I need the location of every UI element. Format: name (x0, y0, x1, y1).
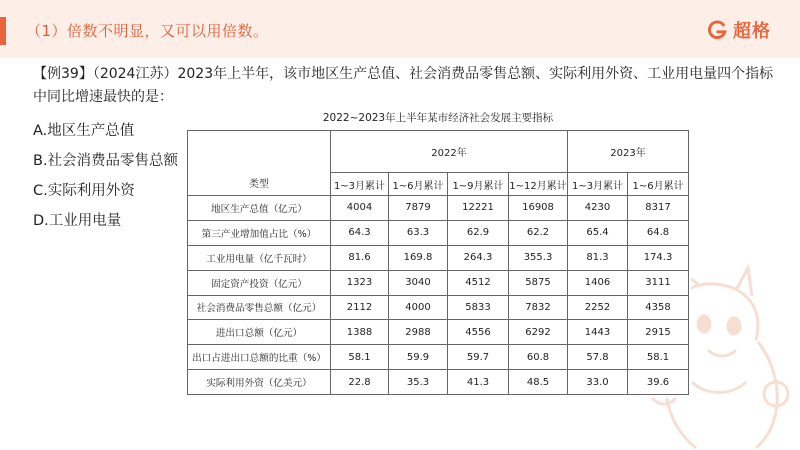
data-table-card (185, 106, 691, 398)
table-cell: 33.0 (568, 370, 628, 395)
table-row (188, 370, 689, 395)
brand-logo-icon (706, 19, 728, 41)
question-text: 2023年上半年，该市地区生产总值、社会消费品零售总额、实际利用外资、工业用电量四个指标中同比增速最快的是： (33, 66, 774, 105)
table-cell: 65.4 (568, 220, 628, 245)
table-cell: 12221 (448, 196, 509, 221)
table-cell: 64.8 (628, 220, 689, 245)
table-cell: 1323 (331, 270, 389, 295)
table-cell: 6292 (509, 320, 568, 345)
option-b[interactable]: B.社会消费品零售总额 (33, 153, 179, 169)
table-cell: 2112 (331, 295, 389, 320)
table-cell: 2915 (628, 320, 689, 345)
period-header: 1~6月累计 (628, 173, 689, 196)
brand-logo-text: 超格 (733, 21, 771, 42)
option-a[interactable]: A.地区生产总值 (33, 123, 135, 139)
row-label: 实际利用外资（亿美元） (188, 370, 331, 395)
table-row (188, 345, 689, 370)
table-cell: 60.8 (509, 345, 568, 370)
row-label: 固定资产投资（亿元） (188, 270, 331, 295)
table-caption: 2022~2023年上半年某市经济社会发展主要指标 (322, 112, 554, 124)
table-cell: 7832 (509, 295, 568, 320)
table-cell: 64.3 (331, 220, 389, 245)
row-label: 地区生产总值（亿元） (188, 196, 331, 221)
table-cell: 5875 (509, 270, 568, 295)
table-cell: 1388 (331, 320, 389, 345)
year-header-2022: 2022年 (331, 131, 568, 173)
period-header: 1~9月累计 (448, 173, 509, 196)
table-row (188, 245, 689, 270)
period-header: 1~3月累计 (331, 173, 389, 196)
table-cell: 48.5 (509, 370, 568, 395)
table-cell: 4230 (568, 196, 628, 221)
table-cell: 5833 (448, 295, 509, 320)
option-d[interactable]: D.工业用电量 (33, 213, 122, 229)
table-cell: 169.8 (389, 245, 448, 270)
row-label: 出口占进出口总额的比重（%） (188, 345, 331, 370)
table-cell: 1443 (568, 320, 628, 345)
table-cell: 58.1 (331, 345, 389, 370)
table-cell: 264.3 (448, 245, 509, 270)
row-label: 工业用电量（亿千瓦时） (188, 245, 331, 270)
table-row (188, 270, 689, 295)
table-cell: 59.7 (448, 345, 509, 370)
table-cell: 16908 (509, 196, 568, 221)
year-header-2023: 2023年 (568, 131, 689, 173)
row-label: 进出口总额（亿元） (188, 320, 331, 345)
question-tag: 【例39】 (33, 66, 93, 82)
brand-logo (706, 16, 771, 44)
table-cell: 81.6 (331, 245, 389, 270)
table-cell: 41.3 (448, 370, 509, 395)
table-cell: 3111 (628, 270, 689, 295)
table-cell: 355.3 (509, 245, 568, 270)
table-row (188, 196, 689, 221)
page-title: （1）倍数不明显，又可以用倍数。 (26, 22, 269, 40)
table-cell: 1406 (568, 270, 628, 295)
option-c[interactable]: C.实际利用外资 (33, 183, 135, 199)
table-cell: 35.3 (389, 370, 448, 395)
table-header-row (188, 131, 689, 173)
period-header: 1~6月累计 (389, 173, 448, 196)
table-cell: 4004 (331, 196, 389, 221)
table-cell: 59.9 (389, 345, 448, 370)
table-cell: 2252 (568, 295, 628, 320)
period-header: 1~3月累计 (568, 173, 628, 196)
answer-options (33, 117, 178, 237)
table-cell: 4556 (448, 320, 509, 345)
table-cell: 58.1 (628, 345, 689, 370)
table-cell: 2988 (389, 320, 448, 345)
question-source: （2024江苏） (92, 66, 178, 82)
table-cell: 4000 (389, 295, 448, 320)
question-stem (33, 63, 778, 109)
table-cell: 63.3 (389, 220, 448, 245)
table-cell: 81.3 (568, 245, 628, 270)
table-row (188, 295, 689, 320)
table-row (188, 320, 689, 345)
row-label: 第三产业增加值占比（%） (188, 220, 331, 245)
table-cell: 62.2 (509, 220, 568, 245)
table-cell: 3040 (389, 270, 448, 295)
table-cell: 62.9 (448, 220, 509, 245)
table-cell: 174.3 (628, 245, 689, 270)
table-cell: 39.6 (628, 370, 689, 395)
period-header: 1~12月累计 (509, 173, 568, 196)
header-accent-bar (0, 17, 6, 45)
table-cell: 4358 (628, 295, 689, 320)
type-header: 类型 (188, 131, 331, 196)
table-row (188, 220, 689, 245)
data-table (187, 130, 689, 395)
table-cell: 4512 (448, 270, 509, 295)
row-label: 社会消费品零售总额（亿元） (188, 295, 331, 320)
table-cell: 7879 (389, 196, 448, 221)
table-cell: 57.8 (568, 345, 628, 370)
table-cell: 22.8 (331, 370, 389, 395)
table-cell: 8317 (628, 196, 689, 221)
